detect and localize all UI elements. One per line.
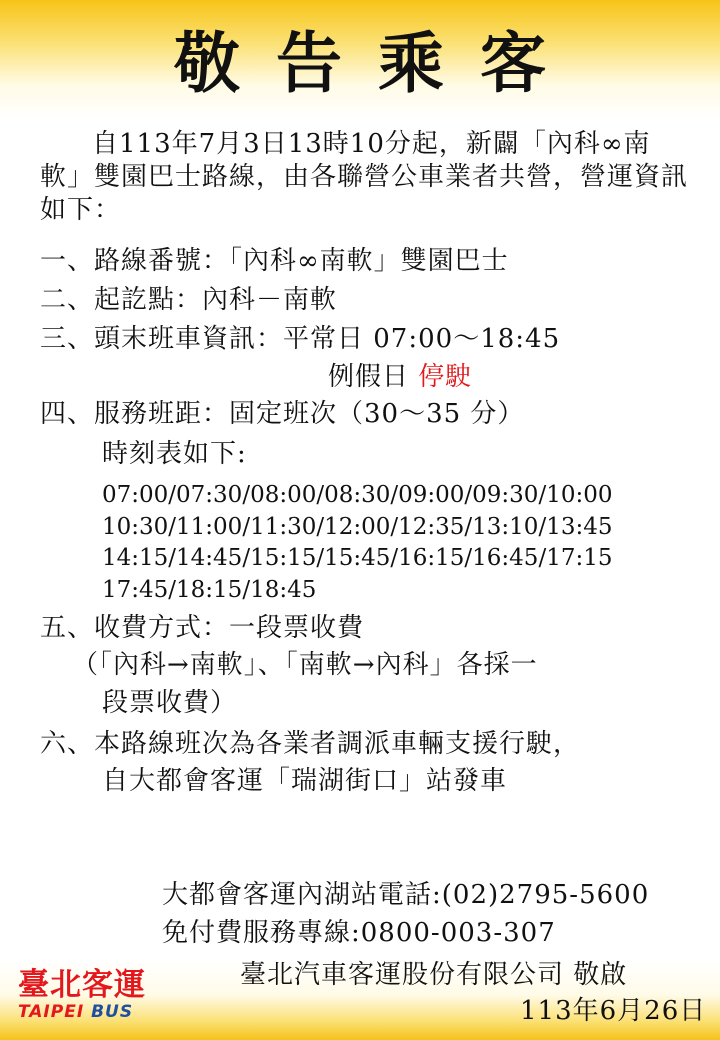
timetable-row: 10:30/11:00/11:30/12:00/12:35/13:10/13:45 <box>102 514 613 540</box>
timetable-row: 17:45/18:15/18:45 <box>102 577 317 603</box>
operation-detail: 自大都會客運「瑞湖街口」站發車 <box>102 766 508 796</box>
logo-english-taipei: TAIPEI <box>18 1002 85 1022</box>
company-signature: 臺北汽車客運股份有限公司 敬啟 <box>240 960 628 990</box>
item-operation: 六、本路線班次為各業者調派車輛支援行駛， <box>40 729 581 759</box>
logo-english <box>18 1002 163 1022</box>
fare-detail: （「內科→南軟」、「南軟→內科」各採一 <box>72 650 538 680</box>
page-title: 敬告乘客 <box>174 24 582 102</box>
contact-phone: 大都會客運內湖站電話:(02)2795-5600 <box>162 880 650 910</box>
timetable-heading: 時刻表如下: <box>102 439 247 469</box>
contact-hotline: 免付費服務專線:0800-003-307 <box>162 918 556 948</box>
taipei-bus-logo <box>18 968 163 1028</box>
item-fare: 五、收費方式：一段票收費 <box>40 613 365 643</box>
intro-paragraph <box>40 128 690 227</box>
item-terminals: 二、起訖點：內科－南軟 <box>40 285 338 315</box>
item-route-number: 一、路線番號：「內科∞南軟」雙園巴士 <box>40 246 509 276</box>
item-holiday-service <box>328 360 472 394</box>
timetable-row: 14:15/14:45/15:15/15:45/16:15/16:45/17:15 <box>102 545 613 571</box>
fare-detail-cont: 段票收費） <box>102 688 238 718</box>
holiday-status: 停駛 <box>418 362 473 392</box>
timetable-row: 07:00/07:30/08:00/08:30/09:00/09:30/10:00 <box>102 482 613 508</box>
holiday-label: 例假日 <box>328 362 410 392</box>
item-headway: 四、服務班距：固定班次（30～35 分） <box>40 399 525 429</box>
intro-text: 自113年7月3日13時10分起，新闢「內科∞南軟」雙園巴士路線，由各聯營公車業者共營，營運資訊如下： <box>40 129 689 225</box>
item-first-last-bus: 三、頭末班車資訊：平常日 07:00～18:45 <box>40 324 561 354</box>
logo-chinese: 臺北客運 <box>18 967 146 1003</box>
notice-date: 113年6月26日 <box>520 996 707 1026</box>
logo-english-bus: BUS <box>91 1002 134 1022</box>
